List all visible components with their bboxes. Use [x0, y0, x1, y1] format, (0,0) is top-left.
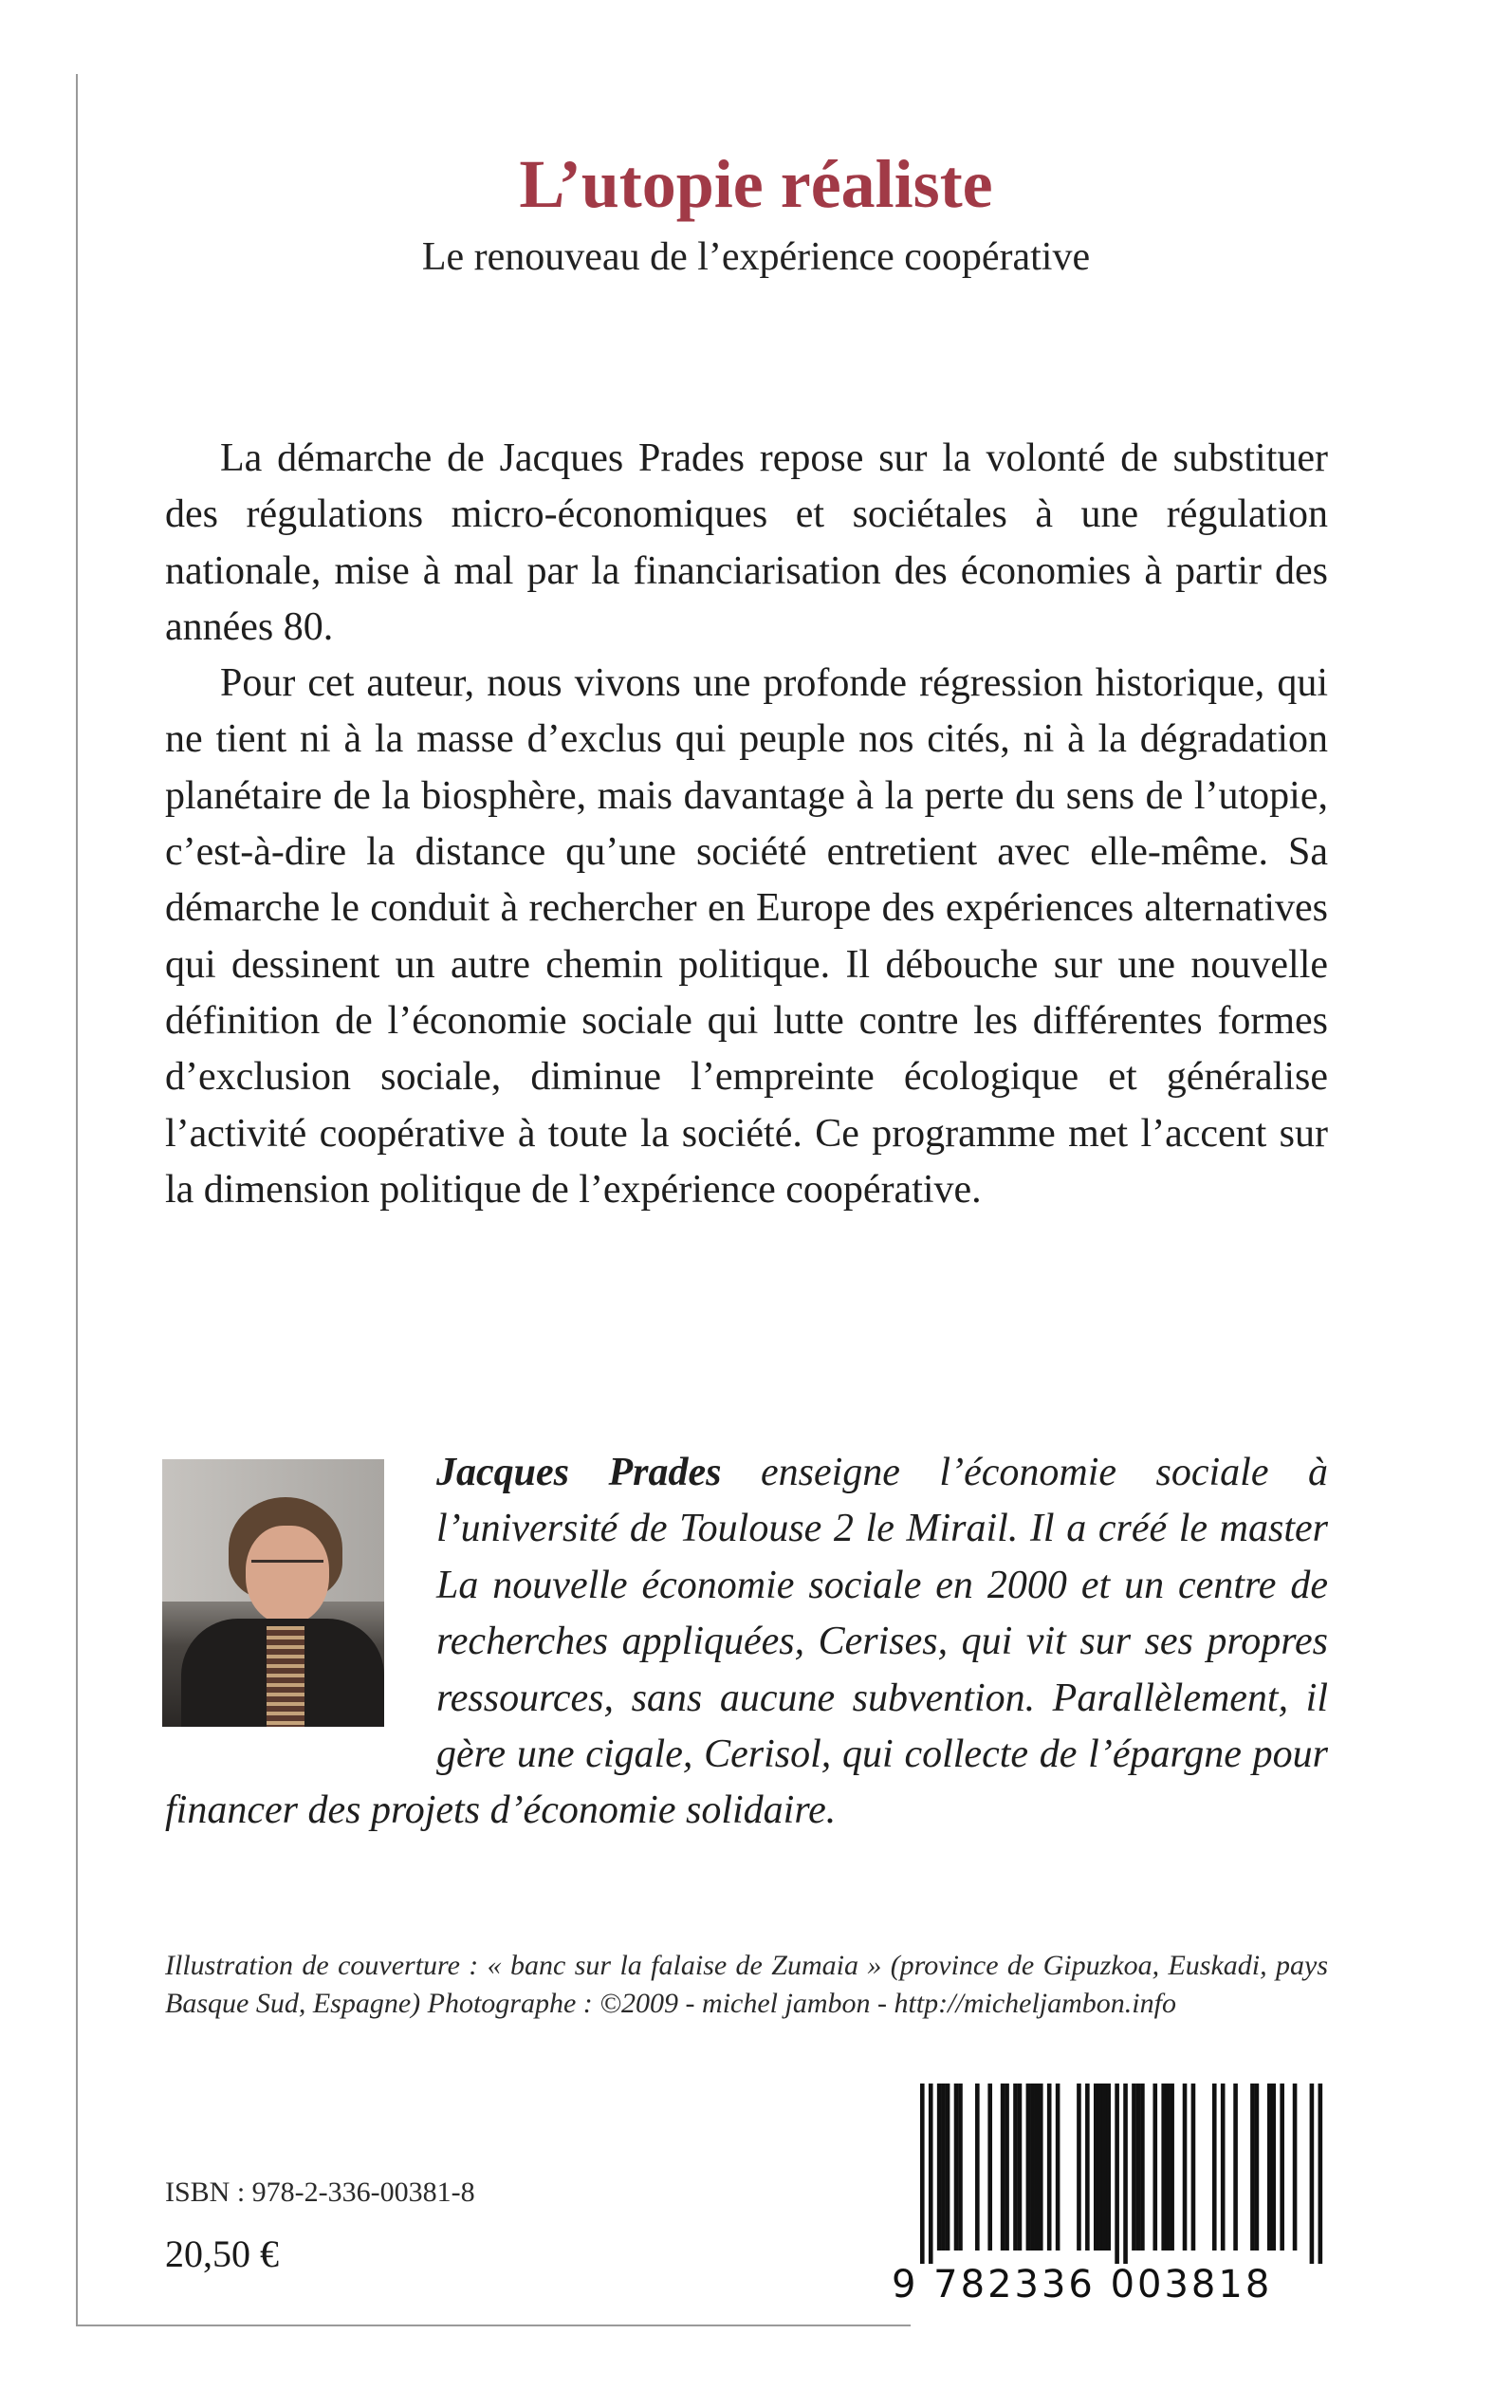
author-name: Jacques Prades — [436, 1451, 722, 1494]
blurb-paragraph-2: Pour cet auteur, nous vivons une profonde régression historique, qui ne tient ni à la masse d’exclus qui peuple nos cités, ni à la dégradation planétaire de la biosphère, mais davantage à la perte du sens de l’utopie, c’est-à-dire la distance qu’une société entretient avec elle-même. Sa démarche le conduit à rechercher en Europe des expériences alternatives qui dessinent un autre chemin politique. Il débouche sur une nouvelle définition de l’économie sociale qui lutte contre les différentes formes d’exclusion sociale, diminue l’empreinte écologique et généralise l’activité coopérative à toute la société. Ce programme met l’accent sur la dimension politique de l’expérience coopérative. — [165, 661, 1328, 1212]
barcode-bar-38 — [1233, 2084, 1238, 2251]
barcode-bar-9 — [1001, 2084, 1005, 2251]
left-border-rule — [76, 74, 78, 2326]
barcode-bar-46 — [1318, 2084, 1323, 2264]
book-title: L’utopie réaliste — [519, 146, 993, 222]
barcode-bar-24 — [1106, 2084, 1111, 2251]
barcode-bar-17 — [1047, 2084, 1052, 2251]
barcode-bar-3 — [941, 2084, 946, 2251]
barcode-bar-16 — [1039, 2084, 1043, 2251]
blurb-paragraph-1: La démarche de Jacques Prades repose sur la volonté de substituer des régulations micro-économiques et sociétales à une régulation nationale, mise à mal par la financiarisation des économies à partir des années 80. — [165, 436, 1328, 649]
barcode-bar-12 — [1018, 2084, 1023, 2251]
barcode-bar-33 — [1170, 2084, 1174, 2251]
isbn-barcode — [892, 2084, 1328, 2311]
barcode-bar-45 — [1310, 2084, 1315, 2264]
barcode-bar-20 — [1085, 2084, 1090, 2251]
barcode-bar-10 — [1005, 2084, 1009, 2251]
barcode-bar-29 — [1140, 2084, 1145, 2251]
barcode-bars — [892, 2084, 1328, 2264]
barcode-bar-39 — [1250, 2084, 1255, 2251]
barcode-bar-7 — [975, 2084, 980, 2251]
barcode-bar-22 — [1097, 2084, 1102, 2251]
barcode-bar-6 — [958, 2084, 963, 2251]
barcode-bar-31 — [1161, 2084, 1166, 2251]
barcode-bar-27 — [1132, 2084, 1136, 2251]
barcode-bar-14 — [1030, 2084, 1035, 2251]
barcode-bar-19 — [1077, 2084, 1081, 2251]
barcode-bar-1 — [929, 2084, 933, 2264]
barcode-bar-25 — [1115, 2084, 1119, 2264]
barcode-bar-28 — [1136, 2084, 1141, 2251]
barcode-bar-36 — [1212, 2084, 1217, 2251]
barcode-bar-15 — [1035, 2084, 1040, 2251]
barcode-bar-42 — [1271, 2084, 1276, 2251]
barcode-digits: 9 782336 003818 — [892, 2263, 1273, 2306]
barcode-bar-32 — [1166, 2084, 1171, 2251]
barcode-bar-30 — [1152, 2084, 1157, 2251]
barcode-bar-8 — [987, 2084, 992, 2251]
barcode-bar-35 — [1191, 2084, 1196, 2251]
barcode-bar-0 — [920, 2084, 925, 2264]
barcode-bar-34 — [1183, 2084, 1188, 2251]
barcode-bar-43 — [1280, 2084, 1284, 2251]
barcode-bar-4 — [946, 2084, 950, 2251]
author-bio — [165, 1445, 1328, 1840]
barcode-bar-5 — [954, 2084, 959, 2251]
barcode-bar-13 — [1026, 2084, 1031, 2251]
isbn: ISBN : 978-2-336-00381-8 — [165, 2176, 475, 2208]
barcode-bar-41 — [1267, 2084, 1272, 2251]
bottom-border-rule — [76, 2325, 911, 2326]
barcode-bar-21 — [1094, 2084, 1098, 2251]
barcode-bar-23 — [1102, 2084, 1107, 2251]
barcode-bar-18 — [1056, 2084, 1060, 2251]
barcode-bar-37 — [1221, 2084, 1226, 2251]
barcode-bar-11 — [1013, 2084, 1018, 2251]
author-bio-text: enseigne l’économie sociale à l’université de Toulouse 2 le Mirail. Il a créé le master La nouvelle économie sociale en 2000 et un centre de recherches appliquées, Cerises, qui vit sur ses propres ressources, sans aucune subvention. Parallèlement, il gère une cigale, Cerisol, qui collecte de l’épargne pour financer des projets d’économie solidaire. — [165, 1451, 1328, 1833]
barcode-bar-40 — [1255, 2084, 1260, 2251]
book-subtitle: Le renouveau de l’expérience coopérative — [421, 235, 1091, 279]
price: 20,50 € — [165, 2232, 279, 2275]
barcode-bar-2 — [937, 2084, 942, 2251]
cover-illustration-credit: Illustration de couverture : « banc sur la falaise de Zumaia » (province de Gipuzkoa, Euskadi, pays Basque Sud, Espagne) Photographe : ©2009 - michel jambon - http://micheljambon.info — [165, 1950, 1328, 2019]
barcode-bar-26 — [1123, 2084, 1128, 2264]
blurb — [165, 431, 1328, 1218]
barcode-bar-44 — [1293, 2084, 1298, 2251]
